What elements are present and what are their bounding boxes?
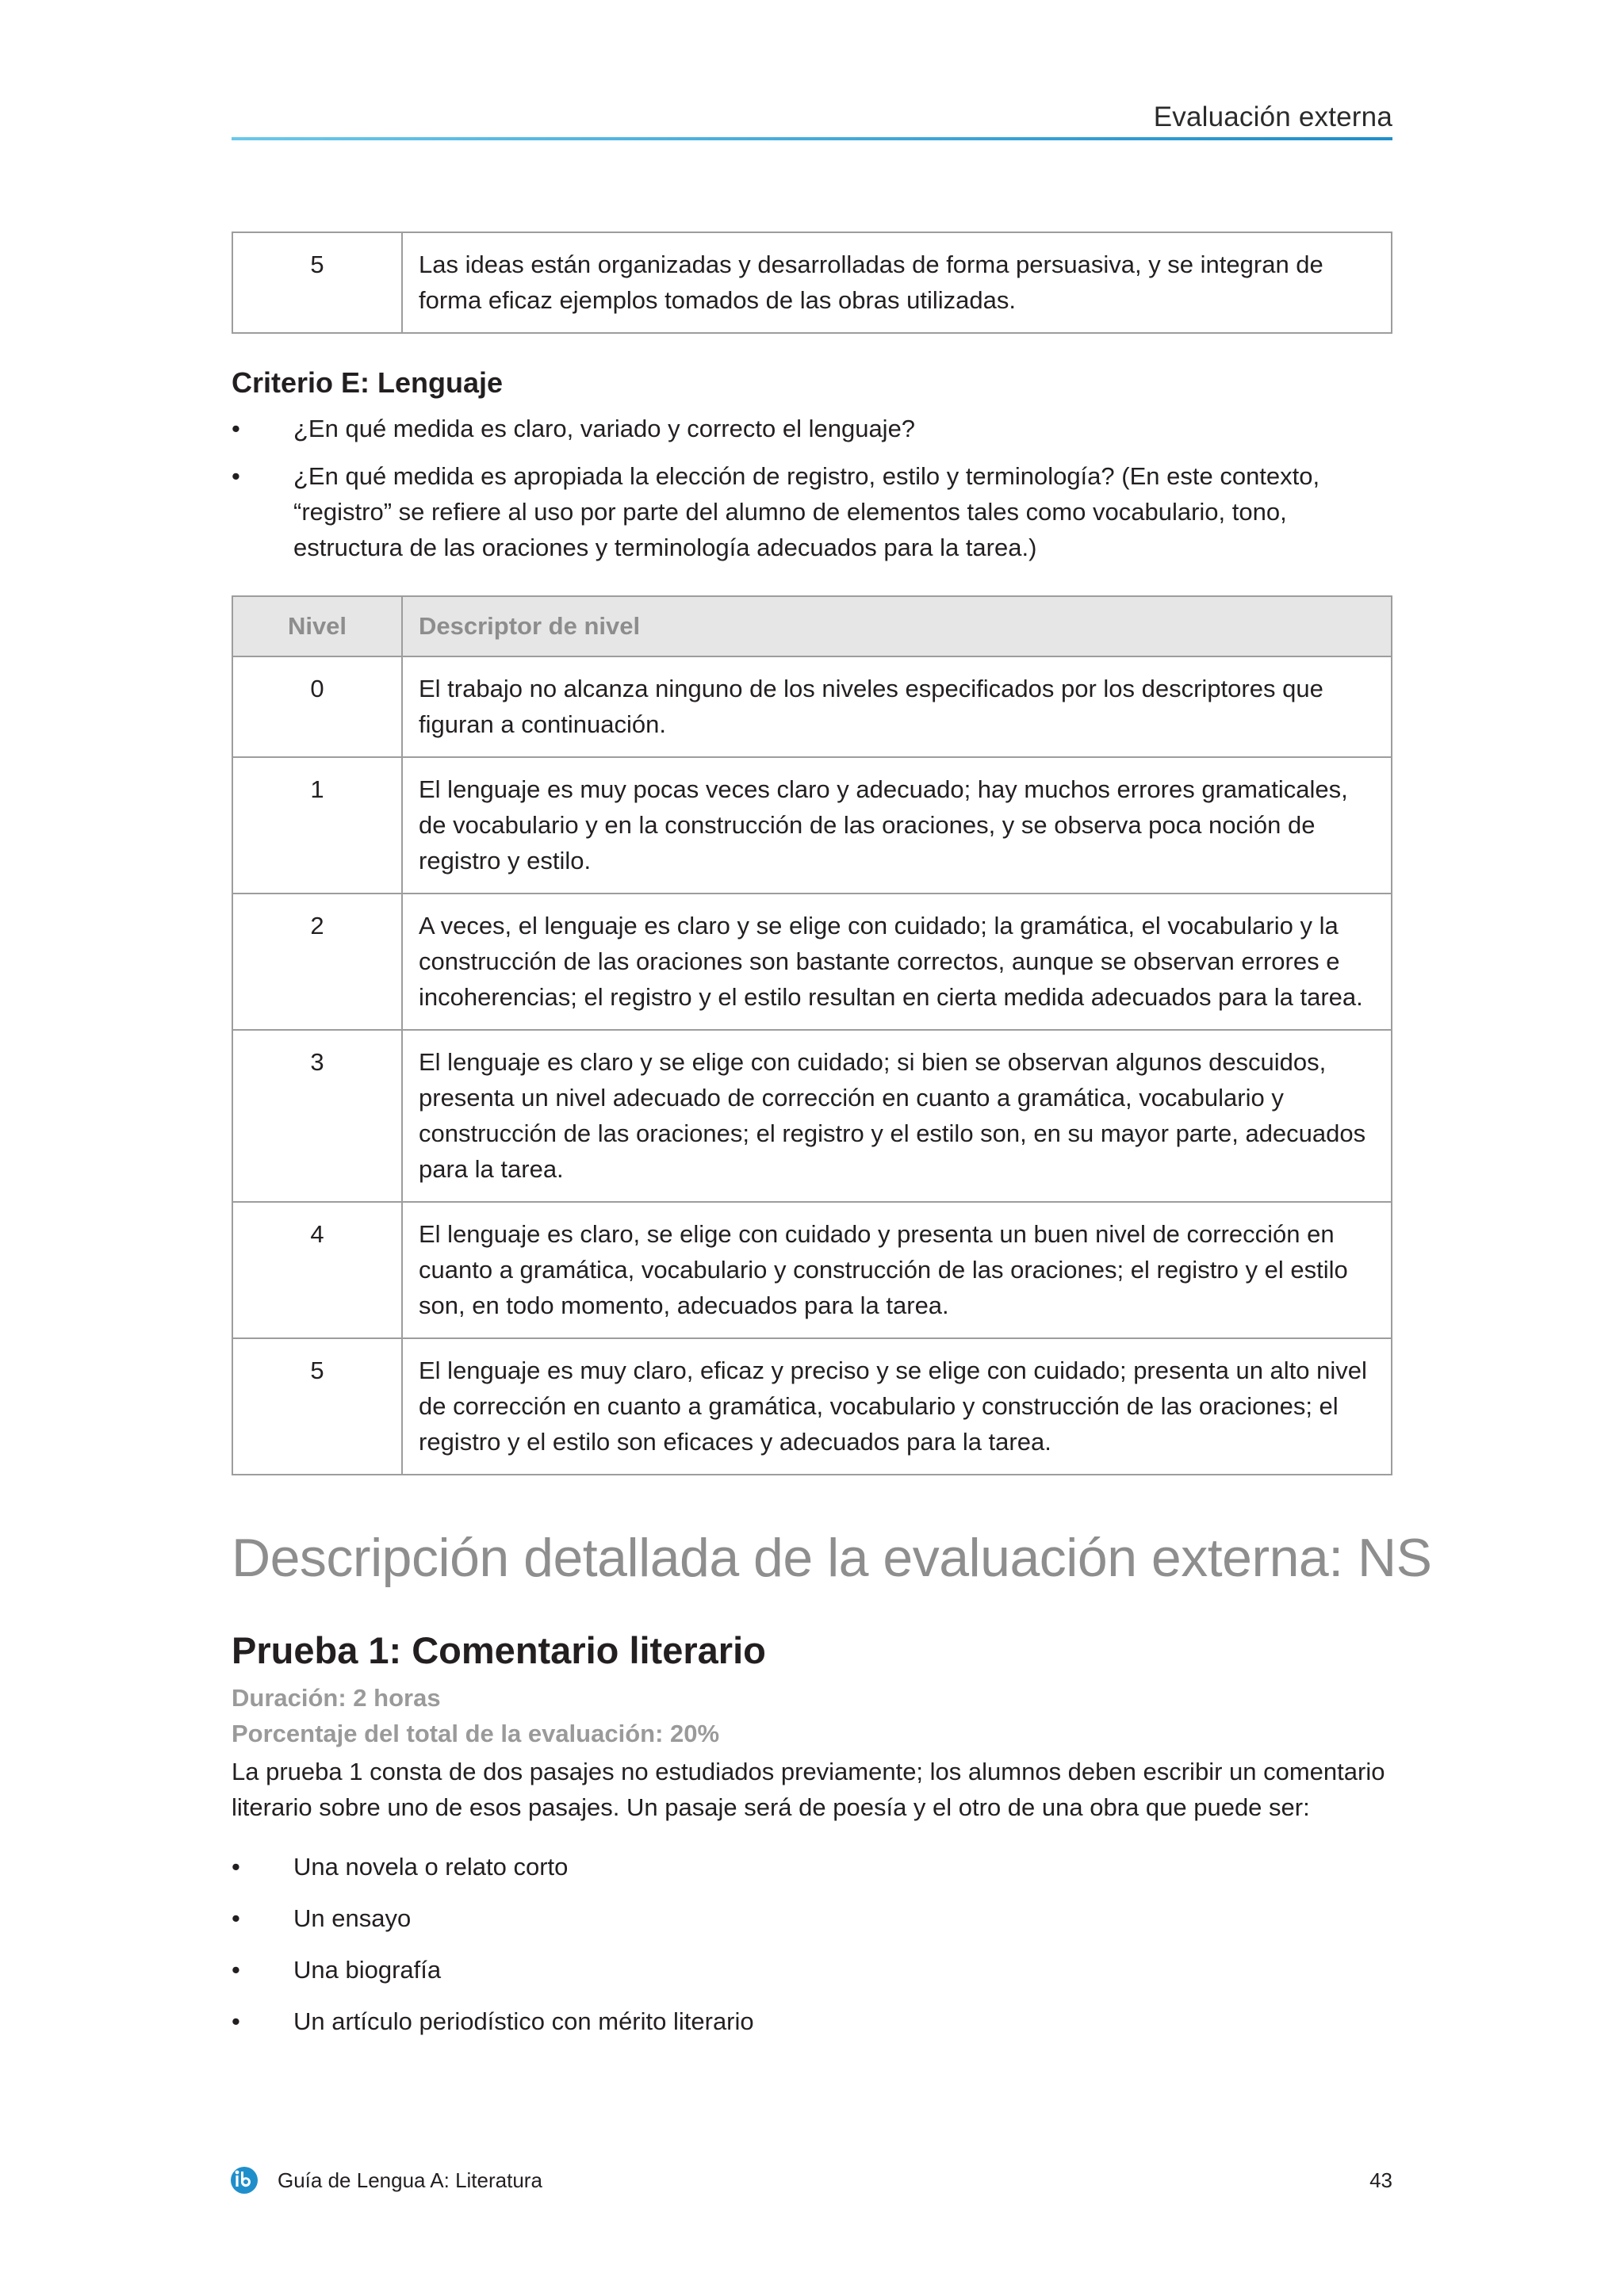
- list-item: • ¿En qué medida es claro, variado y correcto el lenguaje?: [232, 411, 1392, 446]
- list-item: • ¿En qué medida es apropiada la elección de registro, estilo y terminología? (En este contexto, “registro” se refiere al uso por parte del alumno de elementos tales como vocabulario, tono, estructura de las oraciones y terminología adecuados para la tarea.): [232, 458, 1392, 565]
- header-title: Evaluación externa: [1153, 101, 1392, 132]
- descriptor-cell: El lenguaje es claro, se elige con cuidado y presenta un buen nivel de corrección en cuanto a gramática, vocabulario y construcción de las oraciones; el registro y el estilo son, en todo momento, adecuados para la tarea.: [402, 1202, 1392, 1338]
- level-cell: 1: [232, 757, 402, 894]
- footer-guide-title: Guía de Lengua A: Literatura: [278, 2168, 542, 2192]
- descriptor-cell: El trabajo no alcanza ninguno de los niveles especificados por los descriptores que figuran a continuación.: [402, 656, 1392, 757]
- descriptor-cell: El lenguaje es claro y se elige con cuidado; si bien se observan algunos descuidos, presenta un nivel adecuado de corrección en cuanto a gramática, vocabulario y construcción de las oraciones; el registro y el estilo son, en su mayor parte, adecuados para la tarea.: [402, 1030, 1392, 1202]
- criterion-d-table-continuation: [232, 232, 1392, 334]
- table-row: [232, 232, 1392, 333]
- level-cell: 5: [232, 1338, 402, 1475]
- table-row: [232, 656, 1392, 757]
- level-cell: 2: [232, 894, 402, 1030]
- descriptor-cell: El lenguaje es muy claro, eficaz y preciso y se elige con cuidado; presenta un alto nivel de corrección en cuanto a gramática, vocabulario y construcción de las oraciones; el registro y el estilo son eficaces y adecuados para la tarea.: [402, 1338, 1392, 1475]
- table-row: [232, 757, 1392, 894]
- paper-options: [232, 1849, 1392, 2055]
- level-cell: 3: [232, 1030, 402, 1202]
- paper-intro: La prueba 1 consta de dos pasajes no estudiados previamente; los alumnos deben escribir un comentario literario sobre uno de esos pasajes. Un pasaje será de poesía y el otro de una obra que puede ser:: [232, 1758, 1385, 1821]
- list-item: • Una biografía: [232, 1952, 1392, 1988]
- descriptor-cell: El lenguaje es muy pocas veces claro y adecuado; hay muchos errores gramaticales, de vocabulario y en la construcción de las oraciones, y se observa poca noción de registro y estilo.: [402, 757, 1392, 894]
- column-header-descriptor: Descriptor de nivel: [402, 596, 1392, 656]
- criterion-e-heading: Criterio E: Lenguaje: [232, 366, 504, 399]
- list-item: • Un artículo periodístico con mérito literario: [232, 2003, 1392, 2039]
- level-cell: 0: [232, 656, 402, 757]
- section-title: Descripción detallada de la evaluación externa: NS: [232, 1528, 1432, 1588]
- table-header-row: [232, 596, 1392, 656]
- list-item: • Un ensayo: [232, 1900, 1392, 1936]
- column-header-level: Nivel: [232, 596, 402, 656]
- level-cell: 5: [232, 232, 402, 333]
- ib-logo-icon: [230, 2166, 259, 2195]
- level-cell: 4: [232, 1202, 402, 1338]
- table-row: [232, 1030, 1392, 1202]
- descriptor-cell: A veces, el lenguaje es claro y se elige con cuidado; la gramática, el vocabulario y la construcción de las oraciones son bastante correctos, aunque se observan errores e incoherencias; el registro y el estilo resultan en cierta medida adecuados para la tarea.: [402, 894, 1392, 1030]
- page-number: 43: [1369, 2168, 1392, 2192]
- paper-title: Prueba 1: Comentario literario: [232, 1629, 766, 1671]
- criterion-e-table: [232, 595, 1392, 1475]
- descriptor-cell: Las ideas están organizadas y desarrolladas de forma persuasiva, y se integran de forma eficaz ejemplos tomados de las obras utilizadas.: [402, 232, 1392, 333]
- table-row: [232, 1338, 1392, 1475]
- paper-duration: Duración: 2 horas: [232, 1684, 441, 1712]
- table-row: [232, 1202, 1392, 1338]
- table-row: [232, 894, 1392, 1030]
- criterion-e-questions: [232, 411, 1392, 577]
- list-item: • Una novela o relato corto: [232, 1849, 1392, 1885]
- paper-weight: Porcentaje del total de la evaluación: 20%: [232, 1720, 720, 1747]
- header-rule: [232, 137, 1392, 140]
